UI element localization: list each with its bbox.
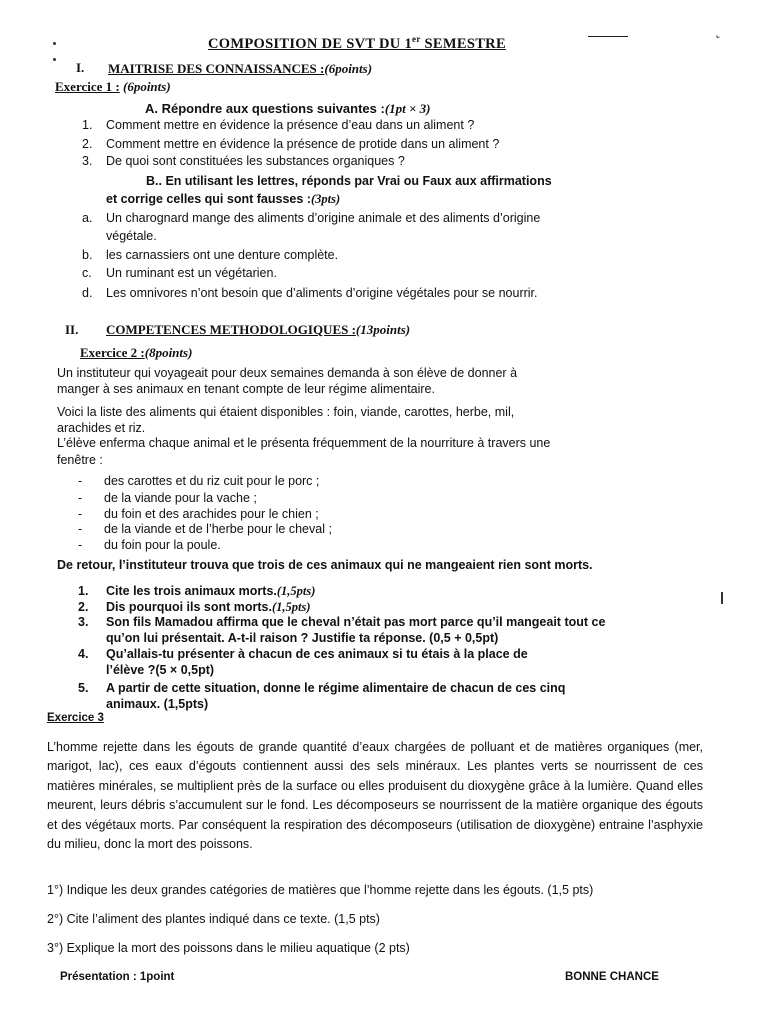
section1-number: I. xyxy=(76,60,85,75)
section2-title: COMPETENCES METHODOLOGIQUES :(13points) xyxy=(106,322,411,337)
partB-statement-a-cont: végétale. xyxy=(106,229,157,243)
header-rule xyxy=(588,36,628,37)
exercise2-enclosed-2: fenêtre : xyxy=(57,453,103,467)
corner-mark: ˞ xyxy=(716,30,721,45)
feeding-item-2: - de la viande pour la vache ; xyxy=(78,491,257,505)
exercise2-enclosed-1: L’élève enferma chaque animal et le présenta fréquemment de la nourriture à travers une xyxy=(57,436,551,450)
exercise1-partA-heading: A. Répondre aux questions suivantes :(1pt × 3) xyxy=(145,101,431,116)
exercise3-question-3: 3°) Explique la mort des poissons dans le milieu aquatique (2 pts) xyxy=(47,941,410,955)
partA-question-1: 1. Comment mettre en évidence la présence d’eau dans un aliment ? xyxy=(82,118,475,132)
exercise1-heading: Exercice 1 : (6points) xyxy=(55,79,171,94)
partB-statement-c: c. Un ruminant est un végétarien. xyxy=(82,266,277,280)
feeding-item-4: - de la viande et de l’herbe pour le cheval ; xyxy=(78,522,332,536)
section2-number: II. xyxy=(65,322,79,337)
closing-message: BONNE CHANCE xyxy=(565,971,659,983)
exercise2-question-3: 3. Son fils Mamadou affirma que le cheval n’était pas mort parce qu’il mangeait tout ce qu’on lui présentait. A-t-il raison ? Justifie ta réponse. (0,5 + 0,5pt) xyxy=(78,615,606,645)
exercise2-intro-2: manger à ses animaux en tenant compte de leur régime alimentaire. xyxy=(57,382,435,396)
scan-speck xyxy=(53,58,56,61)
exercise2-list-1: Voici la liste des aliments qui étaient disponibles : foin, viande, carottes, herbe, mil, xyxy=(57,405,515,419)
exercise2-intro-1: Un instituteur qui voyageait pour deux semaines demanda à son élève de donner à xyxy=(57,366,518,380)
section1-title: MAITRISE DES CONNAISSANCES :(6points) xyxy=(108,61,373,76)
partB-statement-b: b. les carnassiers ont une denture complète. xyxy=(82,248,339,262)
presentation-points: Présentation : 1point xyxy=(60,971,175,983)
exercise2-list-2: arachides et riz. xyxy=(57,421,146,435)
feeding-item-1: - des carottes et du riz cuit pour le porc ; xyxy=(78,474,320,488)
exercise3-question-1: 1°) Indique les deux grandes catégories de matières que l’homme rejette dans les égouts. (1,5 pts) xyxy=(47,883,594,897)
exercise2-heading: Exercice 2 :(8points) xyxy=(80,345,193,360)
exercise3-paragraph: L’homme rejette dans les égouts de grande quantité d’eaux chargées de polluant et de matières organiques (mer, marigot, lac), ces eaux d’égouts contiennent aussi des sels minéraux. Les plantes verts se nourrissent de ces matières minérales, se multiplient près de la surface ou elles produisent du dioxygène grâce à la lumière. Quand elles meurent, leurs débris s’accumulent sur le fond. Les décomposeurs se nourrissent de la matière organique des égouts et des végétaux morts. Par conséquent la respiration des décomposeurs (utilisation de dioxygène) entraine l’asphyxie du milieu, donc la mort des poissons. xyxy=(47,740,703,852)
exercise2-question-5: 5. A partir de cette situation, donne le régime alimentaire de chacun de ces cinq animaux. (1,5pts) xyxy=(78,681,566,711)
exam-title: COMPOSITION DE SVT DU 1er SEMESTRE xyxy=(208,34,506,52)
feeding-item-3: - du foin et des arachides pour le chien ; xyxy=(78,507,319,521)
feeding-item-5: - du foin pour la poule. xyxy=(78,538,221,552)
exercise1-partB-heading-line1: B.. En utilisant les lettres, réponds par Vrai ou Faux aux affirmations xyxy=(146,174,552,188)
exercise3-question-2: 2°) Cite l’aliment des plantes indiqué dans ce texte. (1,5 pts) xyxy=(47,912,380,926)
exercise3-heading: Exercice 3 xyxy=(47,712,104,724)
partB-statement-d: d. Les omnivores n’ont besoin que d’aliments d’origine végétales pour se nourrir. xyxy=(82,286,538,300)
exercise2-question-4: 4. Qu’allais-tu présenter à chacun de ces animaux si tu étais à la place de l’élève ?(5 × 0,5pt) xyxy=(78,647,528,677)
exercise2-question-1: 1. Cite les trois animaux morts.(1,5pts) xyxy=(78,584,316,598)
partA-question-3: 3. De quoi sont constituées les substances organiques ? xyxy=(82,154,405,168)
scan-speck xyxy=(53,42,56,45)
exercise1-partB-heading-line2: et corrige celles qui sont fausses :(3pts) xyxy=(106,192,341,206)
exercise2-return-text: De retour, l’instituteur trouva que trois de ces animaux qui ne mangeaient rien sont morts. xyxy=(57,558,593,572)
scan-mark xyxy=(721,592,723,604)
partA-question-2: 2. Comment mettre en évidence la présence de protide dans un aliment ? xyxy=(82,137,500,151)
partB-statement-a: a. Un charognard mange des aliments d’origine animale et des aliments d’origine xyxy=(82,211,541,225)
exercise2-question-2: 2. Dis pourquoi ils sont morts.(1,5pts) xyxy=(78,600,311,614)
